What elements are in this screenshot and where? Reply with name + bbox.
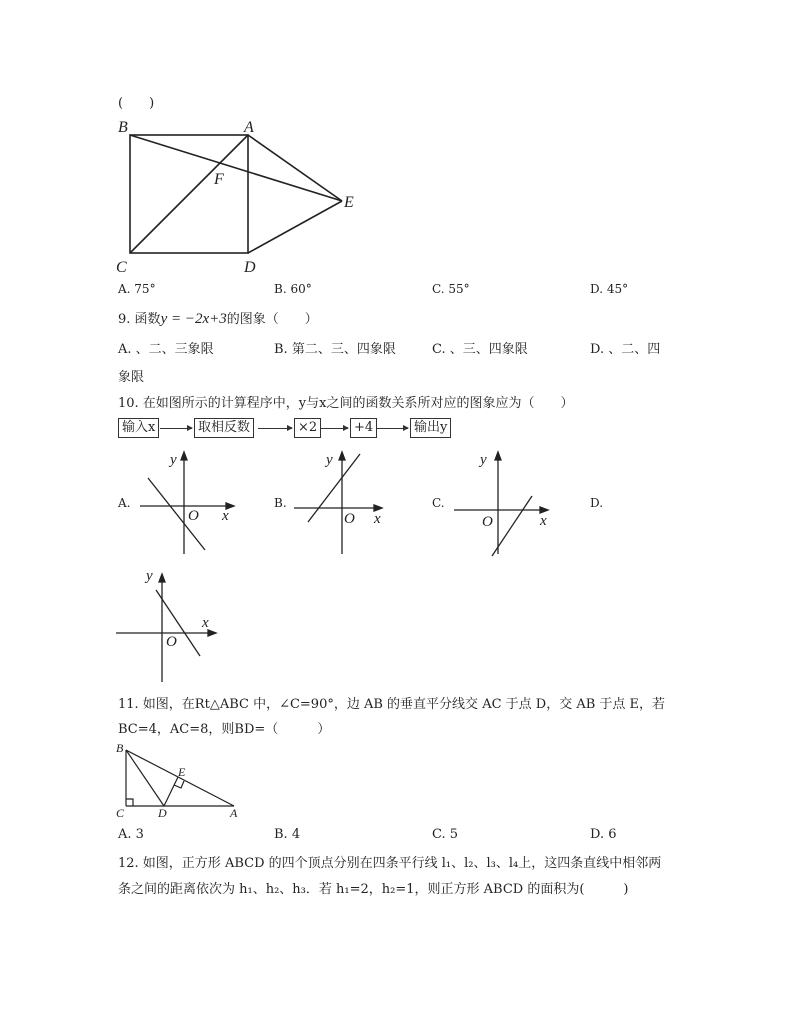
segment-be [130,135,342,201]
flow-arrow-4 [376,428,408,429]
q8-figure [110,112,370,277]
q10-stem: 10. 在如图所示的计算程序中，y与x之间的函数关系所对应的图象应为（ ） [118,396,574,411]
label-d: D [244,259,256,276]
label-e: E [344,194,354,211]
label-b: B [118,119,128,136]
label-a: A [244,119,254,136]
flow-arrow-3 [320,428,348,429]
q11-label-c: C [116,806,125,820]
q11-label-b: B [116,741,124,755]
q11-option-a: A. 3 [118,827,144,842]
q10-option-a: A. [118,496,131,510]
q8-paren: ( ) [118,96,155,111]
flow-arrow-1 [160,428,192,429]
q11-figure [112,740,242,820]
q12-stem-line2: 条之间的距离依次为 h₁、h₂、h₃．若 h₁=2，h₂=1，则正方形 ABCD 的面积为( ) [118,882,629,897]
flow-negate-box: 取相反数 [194,418,254,438]
graph-b-origin: O [344,511,355,527]
graph-c-x-label: x [540,513,547,529]
graph-c-origin: O [482,514,493,530]
q9-option-a: A. 、二、三象限 [118,342,214,357]
graph-c [448,448,563,558]
graph-a-x-label: x [222,508,229,524]
flow-input-box: 输入x [118,418,159,438]
graph-c-y-label: y [480,452,487,468]
q8-option-a: A. 75° [118,282,156,296]
q10-option-d: D. [590,496,604,510]
q11-label-e: E [178,765,186,779]
flow-times2-box: ×2 [294,418,321,438]
q8-option-b: B. 60° [274,282,312,296]
graph-d-y-label: y [146,568,153,584]
graph-a-y-label: y [170,452,177,468]
graph-d-origin: O [166,634,177,650]
graph-d-x-label: x [202,615,209,631]
q10-option-b: B. [274,496,287,510]
q11-stem-line1: 11. 如图，在Rt△ABC 中，∠C=90°，边 AB 的垂直平分线交 AC 于点 D，交 AB 于点 E，若 [118,697,666,712]
q9-post: 的图象（ ） [226,312,318,327]
label-c: C [116,259,127,276]
q9-option-b: B. 第二、三、四象限 [274,342,396,357]
q11-option-b: B. 4 [274,827,301,842]
q11-stem-line2: BC=4，AC=8，则BD=（ ） [118,722,331,737]
q11-label-a: A [230,806,238,820]
segment-ae [248,135,342,201]
q9-number: 9. [118,312,135,327]
q10-option-c: C. [432,496,445,510]
q9-option-c: C. 、三、四象限 [432,342,528,357]
q8-option-c: C. 55° [432,282,470,296]
graph-b [288,448,398,558]
q11-label-d: D [158,806,167,820]
graph-d [112,566,227,686]
q9-option-d: D. 、二、四 [590,342,661,357]
q9-formula: y = −2x+3 [160,311,227,327]
q12-stem-line1: 12. 如图，正方形 ABCD 的四个顶点分别在四条平行线 l₁、l₂、l₃、l₄上，这四条直线中相邻两 [118,856,662,871]
q11-option-d: D. 6 [590,827,617,842]
label-f: F [214,171,224,188]
flow-plus4-box: +4 [350,418,377,438]
q11-option-c: C. 5 [432,827,459,842]
q9-option-d-wrap: 象限 [118,370,145,385]
graph-b-x-label: x [374,511,381,527]
graph-b-y-label: y [326,452,333,468]
q9-stem [118,308,318,328]
flow-output-box: 输出y [410,418,451,438]
graph-a-origin: O [188,508,199,524]
q9-pre: 函数 [134,312,161,327]
flow-arrow-2 [258,428,292,429]
graph-a [130,448,245,558]
q8-option-d: D. 45° [590,282,629,296]
segment-de [248,201,342,253]
